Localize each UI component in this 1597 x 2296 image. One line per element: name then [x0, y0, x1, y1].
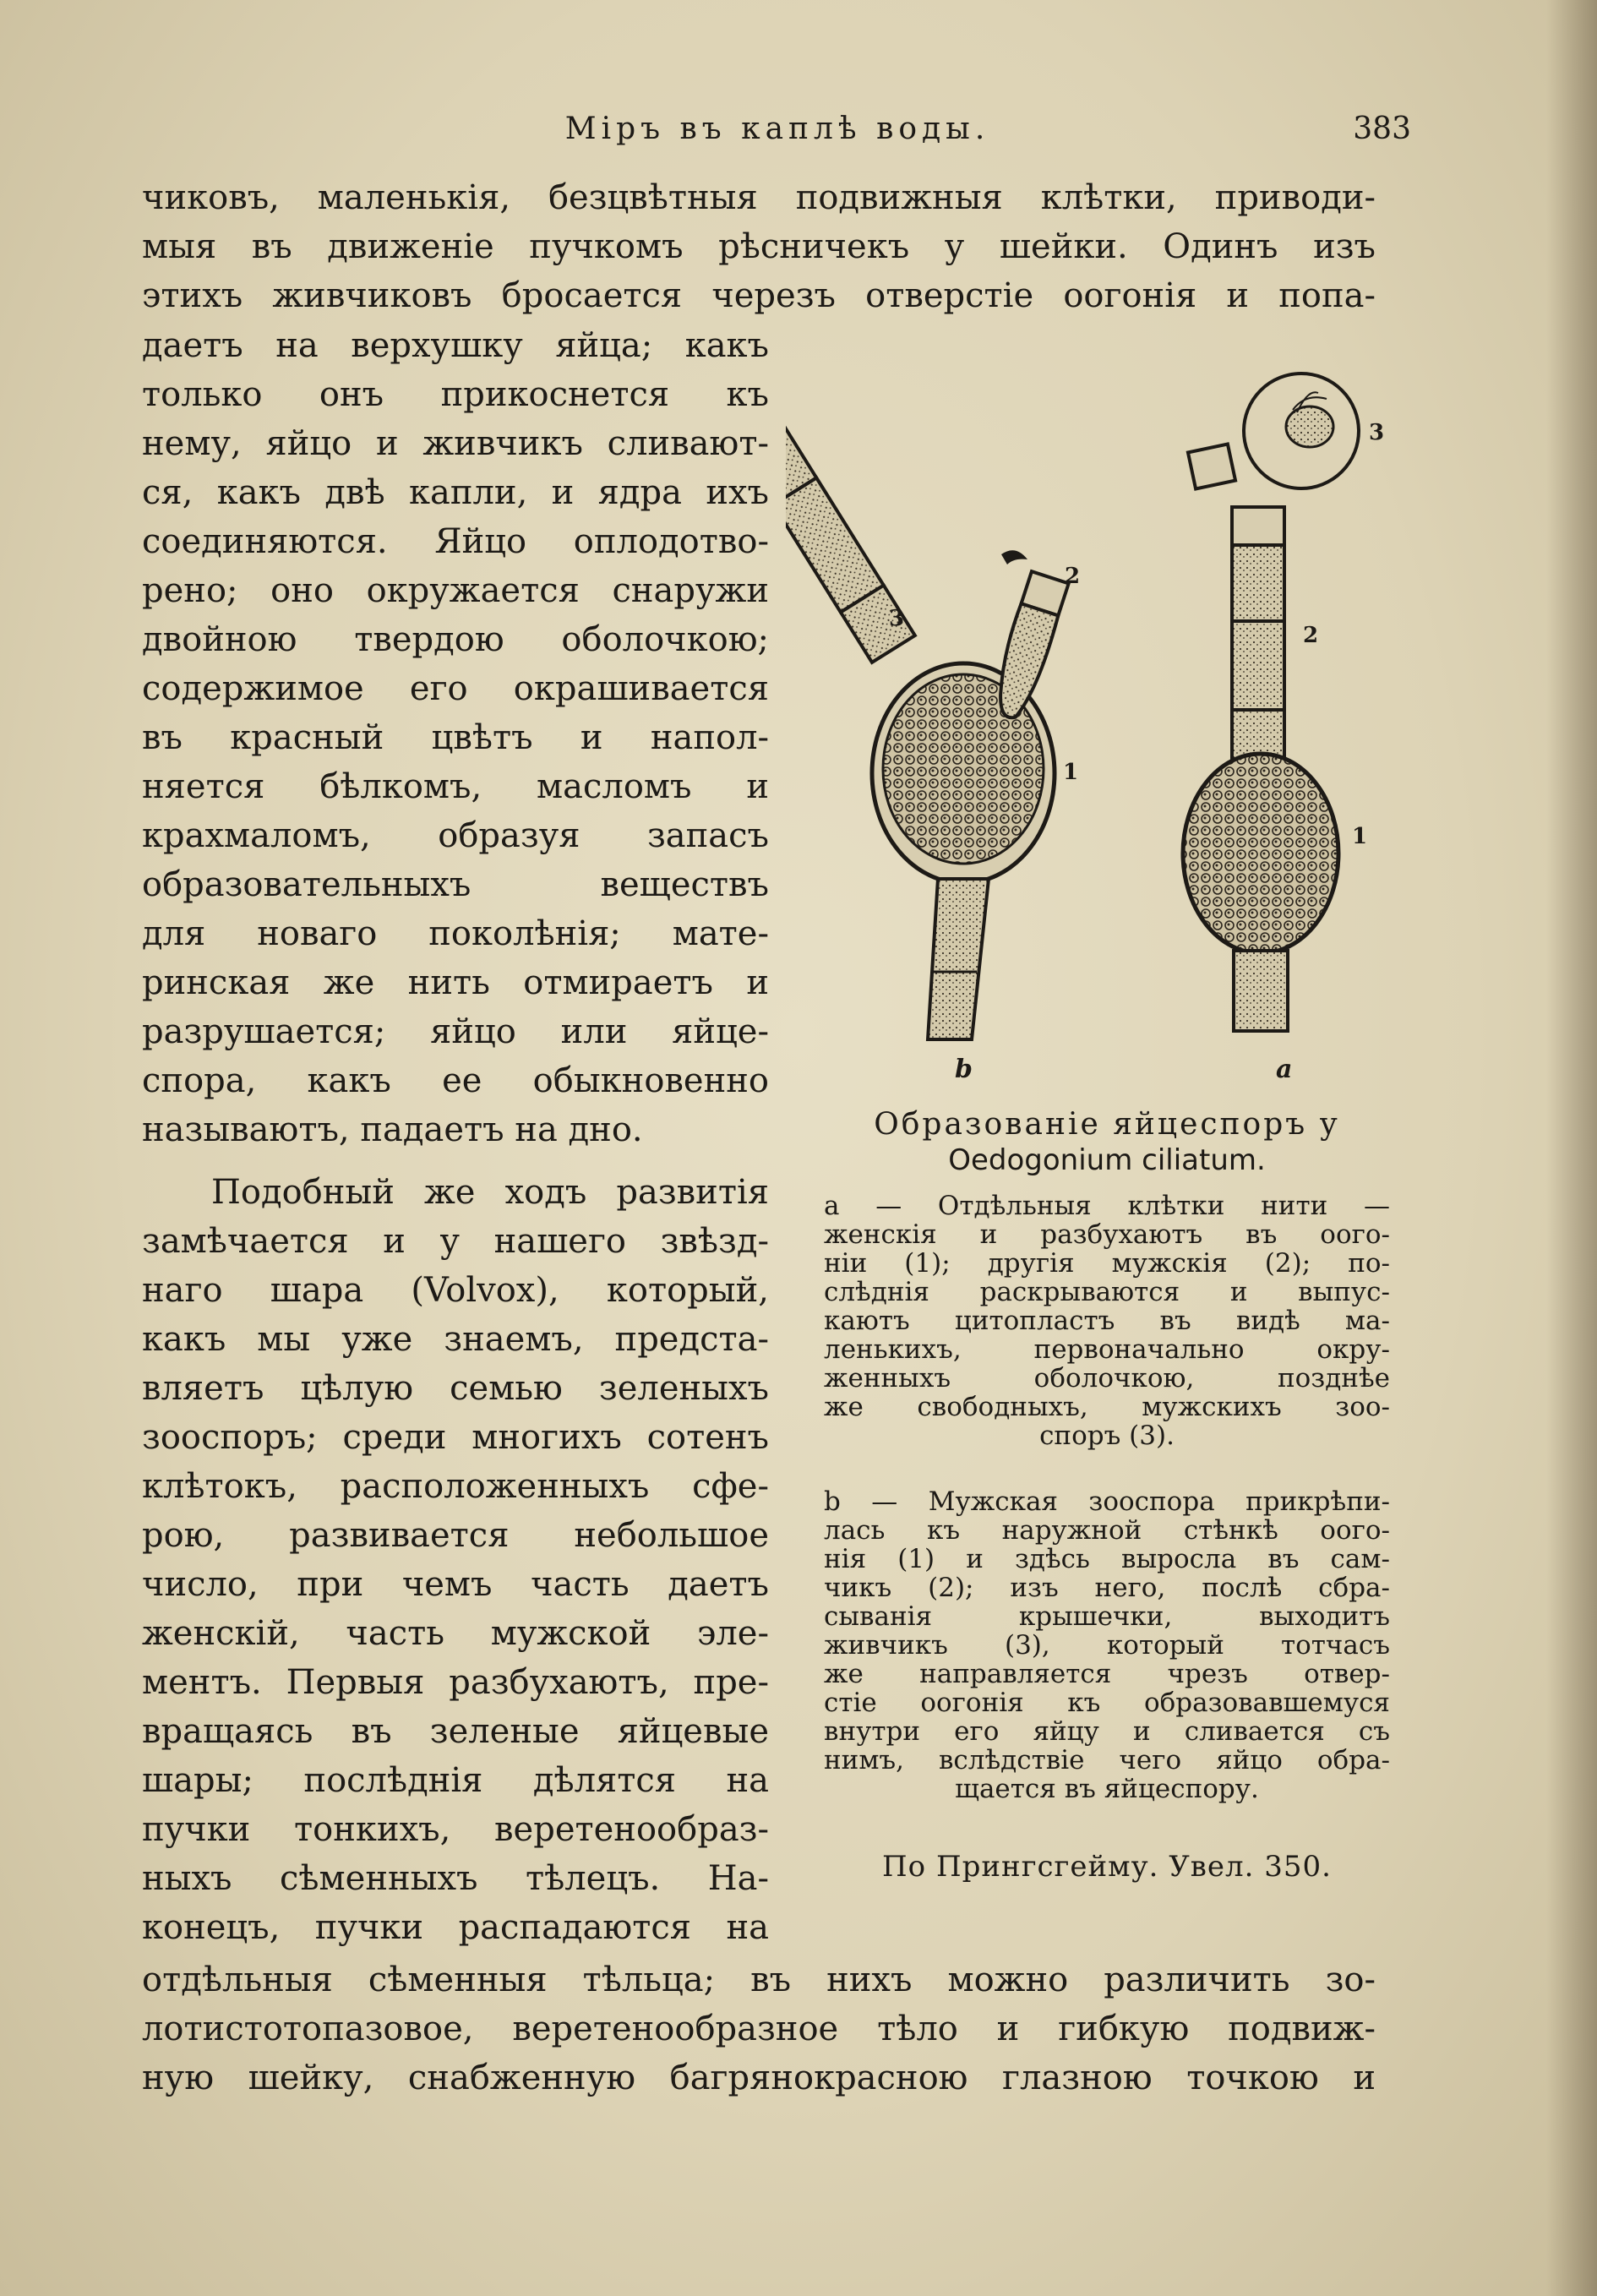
figure-source: По Прингсгейму. Увел. 350.: [882, 1850, 1332, 1884]
column-line: нему, яйцо и живчикъ сливают-: [142, 424, 769, 463]
column-line: рою, развивается небольшое: [142, 1516, 769, 1555]
column-line: въ красный цвѣтъ и напол-: [142, 718, 769, 757]
column-line: называютъ, падаетъ на дно.: [142, 1110, 643, 1149]
caption-title: Образованіе яйцеспоръ у: [874, 1107, 1340, 1142]
column-line: двойною твердою оболочкою;: [142, 620, 769, 659]
column-line: замѣчается и у нашего звѣзд-: [142, 1222, 769, 1261]
caption-line: внутри его яйцу и сливается съ: [824, 1716, 1390, 1747]
column-line: содержимое его окрашивается: [142, 669, 769, 708]
column-line: для новаго поколѣнія; мате-: [142, 914, 769, 953]
caption-line: нимъ, вслѣдствіе чего яйцо обра-: [824, 1745, 1390, 1775]
column-line: только онъ прикоснется къ: [142, 375, 769, 414]
column-line: зооспоръ; среди многихъ сотенъ: [142, 1418, 769, 1457]
column-line: няется бѣлкомъ, масломъ и: [142, 767, 769, 806]
oedogonium-figure: [786, 363, 1411, 1090]
figure-number: 2: [1303, 623, 1319, 648]
column-line: вращаясь въ зеленые яйцевые: [142, 1712, 769, 1751]
column-line: крахмаломъ, образуя запасъ: [142, 816, 769, 855]
column-line: число, при чемъ часть даетъ: [142, 1565, 769, 1604]
page-number: 383: [1353, 112, 1411, 146]
figure-label-b: b: [955, 1055, 973, 1084]
column-line: соединяются. Яйцо оплодотво-: [142, 522, 769, 561]
caption-line: слѣднія раскрываются и выпус-: [824, 1277, 1390, 1307]
caption-line: женныхъ оболочкою, позднѣе: [824, 1363, 1390, 1393]
caption-line: лась къ наружной стѣнкѣ оого-: [824, 1515, 1390, 1546]
figure-number: 3: [889, 606, 905, 631]
caption-line: ленькихъ, первоначально окру-: [824, 1334, 1390, 1365]
body-line: отдѣльныя сѣменныя тѣльца; въ нихъ можно различить зо-: [142, 1961, 1376, 1999]
figure-number: 3: [1369, 420, 1385, 445]
caption-line: сыванія крышечки, выходитъ: [824, 1601, 1390, 1632]
column-line: Подобный же ходъ развитія: [211, 1173, 769, 1212]
column-line: шары; послѣднія дѣлятся на: [142, 1761, 769, 1800]
specimen-b: [786, 363, 1080, 1084]
caption-line: стіе оогонія къ образовавшемуся: [824, 1688, 1390, 1718]
body-line: лотистотопазовое, веретенообразное тѣло и гибкую подвиж-: [142, 2010, 1376, 2048]
caption-line: щается въ яйцеспору.: [955, 1774, 1259, 1804]
column-line: ныхъ сѣменныхъ тѣлецъ. На-: [142, 1859, 769, 1898]
figure-number: 1: [1352, 824, 1368, 849]
caption-line: чикъ (2); изъ него, послѣ сбра-: [824, 1573, 1390, 1603]
caption-line: ніи (1); другія мужскія (2); по-: [824, 1248, 1390, 1279]
caption-line: каютъ цитопластъ въ видѣ ма-: [824, 1306, 1390, 1336]
column-line: какъ мы уже знаемъ, предста-: [142, 1320, 769, 1359]
column-line: ринская же нить отмираетъ и: [142, 963, 769, 1002]
column-line: женскій, часть мужской эле-: [142, 1614, 769, 1653]
caption-line: споръ (3).: [1039, 1421, 1175, 1451]
column-line: спора, какъ ее обыкновенно: [142, 1061, 769, 1100]
body-line: чиковъ, маленькія, безцвѣтныя подвижныя клѣтки, приводи-: [142, 178, 1376, 217]
running-title: Міръ въ каплѣ воды.: [564, 112, 990, 146]
caption-line: нія (1) и здѣсь выросла въ сам-: [824, 1544, 1390, 1574]
column-line: образовательныхъ веществъ: [142, 865, 769, 904]
caption-species: Oedogonium ciliatum.: [948, 1143, 1266, 1177]
page-edge-shadow: [1546, 0, 1597, 2296]
column-line: пучки тонкихъ, веретенообраз-: [142, 1810, 769, 1849]
figure-label-a: a: [1276, 1055, 1293, 1084]
column-line: вляетъ цѣлую семью зеленыхъ: [142, 1369, 769, 1408]
specimen-a: [1183, 374, 1384, 1084]
body-line: ную шейку, снабженную багрянокрасною глазною точкою и: [142, 2059, 1376, 2097]
column-line: наго шара (Volvox), который,: [142, 1271, 769, 1310]
column-line: клѣтокъ, расположенныхъ сфе-: [142, 1467, 769, 1506]
caption-line: женскія и разбухаютъ въ оого-: [824, 1219, 1390, 1250]
caption-line: a — Отдѣльныя клѣтки нити —: [824, 1191, 1390, 1221]
caption-line: живчикъ (3), который тотчасъ: [824, 1630, 1390, 1661]
column-line: ментъ. Первыя разбухаютъ, пре-: [142, 1663, 769, 1702]
column-line: конецъ, пучки распадаются на: [142, 1908, 769, 1947]
column-line: даетъ на верхушку яйца; какъ: [142, 326, 769, 365]
column-line: ся, какъ двѣ капли, и ядра ихъ: [142, 473, 769, 512]
column-line: рено; оно окружается снаружи: [142, 571, 769, 610]
caption-line: же направляется чрезъ отвер-: [824, 1659, 1390, 1689]
body-line: этихъ живчиковъ бросается черезъ отверстіе оогонія и попа-: [142, 276, 1376, 315]
caption-line: b — Мужская зооспора прикрѣпи-: [824, 1486, 1390, 1517]
caption-line: же свободныхъ, мужскихъ зоо-: [824, 1392, 1390, 1422]
column-line: разрушается; яйцо или яйце-: [142, 1012, 769, 1051]
figure-number: 1: [1063, 760, 1079, 785]
body-line: мыя въ движеніе пучкомъ рѣсничекъ у шейки. Одинъ изъ: [142, 227, 1376, 266]
figure-number: 2: [1065, 564, 1081, 589]
